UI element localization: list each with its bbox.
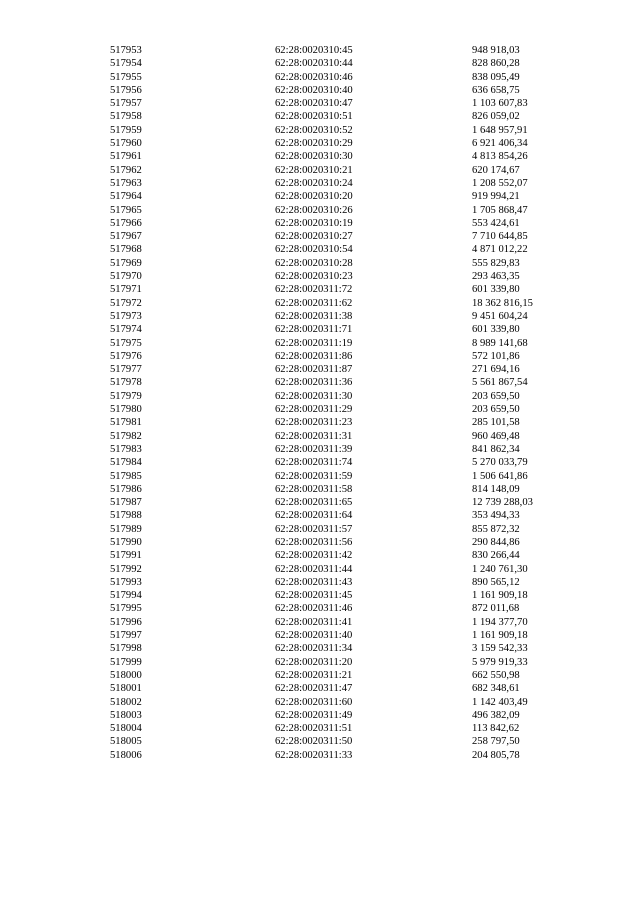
cadastral-number: 62:28:0020311:42 bbox=[275, 550, 353, 562]
record-number: 517974 bbox=[110, 324, 142, 336]
cadastral-number: 62:28:0020311:29 bbox=[275, 404, 353, 416]
cadastral-number: 62:28:0020310:24 bbox=[275, 177, 353, 189]
table-row bbox=[0, 682, 640, 695]
cadastral-value: 271 694,16 bbox=[472, 364, 520, 376]
record-number: 517995 bbox=[110, 603, 142, 615]
cadastral-value: 682 348,61 bbox=[472, 683, 520, 695]
record-number: 517959 bbox=[110, 124, 142, 136]
record-number: 517970 bbox=[110, 271, 142, 283]
cadastral-value: 1 161 909,18 bbox=[472, 630, 528, 642]
cadastral-value: 204 805,78 bbox=[472, 749, 520, 761]
record-number: 517961 bbox=[110, 151, 142, 163]
table-row bbox=[0, 57, 640, 70]
cadastral-value: 553 424,61 bbox=[472, 217, 520, 229]
record-number: 517956 bbox=[110, 84, 142, 96]
cadastral-value: 293 463,35 bbox=[472, 271, 520, 283]
cadastral-number: 62:28:0020311:56 bbox=[275, 536, 353, 548]
record-number: 517983 bbox=[110, 443, 142, 455]
cadastral-number: 62:28:0020310:20 bbox=[275, 191, 353, 203]
cadastral-value: 1 705 868,47 bbox=[472, 204, 528, 216]
cadastral-number: 62:28:0020311:20 bbox=[275, 656, 353, 668]
record-number: 517987 bbox=[110, 497, 142, 509]
record-number: 517985 bbox=[110, 470, 142, 482]
record-number: 517954 bbox=[110, 58, 142, 70]
cadastral-number: 62:28:0020310:28 bbox=[275, 257, 353, 269]
table-row bbox=[0, 456, 640, 469]
table-row bbox=[0, 297, 640, 310]
record-number: 517957 bbox=[110, 98, 142, 110]
record-number: 517976 bbox=[110, 350, 142, 362]
cadastral-number: 62:28:0020311:57 bbox=[275, 523, 353, 535]
table-row bbox=[0, 430, 640, 443]
cadastral-number: 62:28:0020311:46 bbox=[275, 603, 353, 615]
data-table bbox=[0, 44, 640, 762]
cadastral-number: 62:28:0020311:47 bbox=[275, 683, 353, 695]
table-row bbox=[0, 124, 640, 137]
table-row bbox=[0, 71, 640, 84]
cadastral-number: 62:28:0020310:27 bbox=[275, 231, 353, 243]
cadastral-value: 9 451 604,24 bbox=[472, 310, 528, 322]
table-row bbox=[0, 403, 640, 416]
table-row bbox=[0, 363, 640, 376]
cadastral-number: 62:28:0020311:30 bbox=[275, 390, 353, 402]
table-row bbox=[0, 509, 640, 522]
cadastral-number: 62:28:0020311:31 bbox=[275, 430, 353, 442]
cadastral-value: 838 095,49 bbox=[472, 71, 520, 83]
cadastral-number: 62:28:0020310:29 bbox=[275, 138, 353, 150]
cadastral-value: 662 550,98 bbox=[472, 669, 520, 681]
cadastral-number: 62:28:0020310:23 bbox=[275, 271, 353, 283]
cadastral-value: 960 469,48 bbox=[472, 430, 520, 442]
table-row bbox=[0, 310, 640, 323]
cadastral-value: 620 174,67 bbox=[472, 164, 520, 176]
cadastral-value: 203 659,50 bbox=[472, 390, 520, 402]
table-row bbox=[0, 616, 640, 629]
cadastral-number: 62:28:0020310:40 bbox=[275, 84, 353, 96]
record-number: 517960 bbox=[110, 138, 142, 150]
cadastral-number: 62:28:0020311:58 bbox=[275, 483, 353, 495]
table-row bbox=[0, 749, 640, 762]
table-row bbox=[0, 549, 640, 562]
record-number: 517971 bbox=[110, 284, 142, 296]
record-number: 517999 bbox=[110, 656, 142, 668]
cadastral-value: 826 059,02 bbox=[472, 111, 520, 123]
cadastral-number: 62:28:0020311:49 bbox=[275, 709, 353, 721]
record-number: 517984 bbox=[110, 457, 142, 469]
cadastral-number: 62:28:0020311:71 bbox=[275, 324, 353, 336]
cadastral-value: 6 921 406,34 bbox=[472, 138, 528, 150]
cadastral-value: 841 862,34 bbox=[472, 443, 520, 455]
cadastral-value: 572 101,86 bbox=[472, 350, 520, 362]
cadastral-value: 890 565,12 bbox=[472, 576, 520, 588]
cadastral-number: 62:28:0020310:21 bbox=[275, 164, 353, 176]
cadastral-number: 62:28:0020311:64 bbox=[275, 510, 353, 522]
record-number: 518000 bbox=[110, 669, 142, 681]
record-number: 517964 bbox=[110, 191, 142, 203]
record-number: 517988 bbox=[110, 510, 142, 522]
record-number: 518003 bbox=[110, 709, 142, 721]
table-row bbox=[0, 656, 640, 669]
cadastral-value: 1 103 607,83 bbox=[472, 98, 528, 110]
cadastral-number: 62:28:0020311:51 bbox=[275, 723, 353, 735]
record-number: 517993 bbox=[110, 576, 142, 588]
record-number: 517966 bbox=[110, 217, 142, 229]
record-number: 517986 bbox=[110, 483, 142, 495]
cadastral-number: 62:28:0020311:60 bbox=[275, 696, 353, 708]
cadastral-number: 62:28:0020311:50 bbox=[275, 736, 353, 748]
cadastral-value: 258 797,50 bbox=[472, 736, 520, 748]
cadastral-number: 62:28:0020311:72 bbox=[275, 284, 353, 296]
record-number: 517989 bbox=[110, 523, 142, 535]
cadastral-value: 1 240 761,30 bbox=[472, 563, 528, 575]
cadastral-value: 5 979 919,33 bbox=[472, 656, 528, 668]
table-row bbox=[0, 230, 640, 243]
cadastral-value: 8 989 141,68 bbox=[472, 337, 528, 349]
cadastral-number: 62:28:0020311:74 bbox=[275, 457, 353, 469]
table-row bbox=[0, 390, 640, 403]
table-row bbox=[0, 589, 640, 602]
record-number: 517955 bbox=[110, 71, 142, 83]
table-row bbox=[0, 483, 640, 496]
cadastral-value: 12 739 288,03 bbox=[472, 497, 533, 509]
table-row bbox=[0, 137, 640, 150]
cadastral-value: 1 194 377,70 bbox=[472, 616, 528, 628]
cadastral-value: 828 860,28 bbox=[472, 58, 520, 70]
record-number: 517962 bbox=[110, 164, 142, 176]
table-row bbox=[0, 257, 640, 270]
table-row bbox=[0, 536, 640, 549]
record-number: 517981 bbox=[110, 417, 142, 429]
cadastral-value: 919 994,21 bbox=[472, 191, 520, 203]
record-number: 518001 bbox=[110, 683, 142, 695]
cadastral-number: 62:28:0020310:51 bbox=[275, 111, 353, 123]
table-row bbox=[0, 44, 640, 57]
cadastral-value: 5 561 867,54 bbox=[472, 377, 528, 389]
cadastral-number: 62:28:0020310:52 bbox=[275, 124, 353, 136]
record-number: 518004 bbox=[110, 723, 142, 735]
cadastral-value: 496 382,09 bbox=[472, 709, 520, 721]
cadastral-number: 62:28:0020310:46 bbox=[275, 71, 353, 83]
cadastral-number: 62:28:0020311:62 bbox=[275, 297, 353, 309]
record-number: 517979 bbox=[110, 390, 142, 402]
cadastral-value: 855 872,32 bbox=[472, 523, 520, 535]
cadastral-number: 62:28:0020311:65 bbox=[275, 497, 353, 509]
cadastral-value: 601 339,80 bbox=[472, 284, 520, 296]
record-number: 517977 bbox=[110, 364, 142, 376]
record-number: 517963 bbox=[110, 177, 142, 189]
cadastral-value: 4 813 854,26 bbox=[472, 151, 528, 163]
cadastral-number: 62:28:0020311:45 bbox=[275, 590, 353, 602]
record-number: 518005 bbox=[110, 736, 142, 748]
cadastral-value: 4 871 012,22 bbox=[472, 244, 528, 256]
cadastral-number: 62:28:0020310:26 bbox=[275, 204, 353, 216]
cadastral-number: 62:28:0020311:44 bbox=[275, 563, 353, 575]
cadastral-number: 62:28:0020311:38 bbox=[275, 310, 353, 322]
record-number: 517990 bbox=[110, 536, 142, 548]
cadastral-value: 203 659,50 bbox=[472, 404, 520, 416]
cadastral-value: 1 506 641,86 bbox=[472, 470, 528, 482]
record-number: 517975 bbox=[110, 337, 142, 349]
cadastral-value: 555 829,83 bbox=[472, 257, 520, 269]
record-number: 518006 bbox=[110, 749, 142, 761]
cadastral-value: 5 270 033,79 bbox=[472, 457, 528, 469]
record-number: 517969 bbox=[110, 257, 142, 269]
table-row bbox=[0, 722, 640, 735]
record-number: 517965 bbox=[110, 204, 142, 216]
table-row bbox=[0, 177, 640, 190]
cadastral-value: 290 844,86 bbox=[472, 536, 520, 548]
cadastral-number: 62:28:0020310:45 bbox=[275, 45, 353, 56]
table-row bbox=[0, 376, 640, 389]
table-row bbox=[0, 270, 640, 283]
cadastral-value: 1 208 552,07 bbox=[472, 177, 528, 189]
record-number: 517982 bbox=[110, 430, 142, 442]
cadastral-number: 62:28:0020310:54 bbox=[275, 244, 353, 256]
table-row bbox=[0, 97, 640, 110]
table-row bbox=[0, 243, 640, 256]
cadastral-number: 62:28:0020310:19 bbox=[275, 217, 353, 229]
cadastral-value: 285 101,58 bbox=[472, 417, 520, 429]
table-row bbox=[0, 470, 640, 483]
cadastral-number: 62:28:0020311:21 bbox=[275, 669, 353, 681]
cadastral-value: 636 658,75 bbox=[472, 84, 520, 96]
record-number: 517958 bbox=[110, 111, 142, 123]
table-row bbox=[0, 629, 640, 642]
cadastral-number: 62:28:0020310:30 bbox=[275, 151, 353, 163]
cadastral-value: 948 918,03 bbox=[472, 45, 520, 56]
cadastral-number: 62:28:0020311:43 bbox=[275, 576, 353, 588]
record-number: 517998 bbox=[110, 643, 142, 655]
record-number: 517992 bbox=[110, 563, 142, 575]
table-row bbox=[0, 576, 640, 589]
cadastral-value: 1 161 909,18 bbox=[472, 590, 528, 602]
record-number: 517980 bbox=[110, 404, 142, 416]
table-row bbox=[0, 110, 640, 123]
table-row bbox=[0, 563, 640, 576]
record-number: 517967 bbox=[110, 231, 142, 243]
record-number: 517968 bbox=[110, 244, 142, 256]
table-row bbox=[0, 350, 640, 363]
table-row bbox=[0, 602, 640, 615]
record-number: 518002 bbox=[110, 696, 142, 708]
cadastral-number: 62:28:0020310:44 bbox=[275, 58, 353, 70]
record-number: 517991 bbox=[110, 550, 142, 562]
record-number: 517994 bbox=[110, 590, 142, 602]
table-row bbox=[0, 204, 640, 217]
table-row bbox=[0, 496, 640, 509]
table-row bbox=[0, 443, 640, 456]
cadastral-number: 62:28:0020311:86 bbox=[275, 350, 353, 362]
cadastral-value: 872 011,68 bbox=[472, 603, 520, 615]
table-row bbox=[0, 523, 640, 536]
record-number: 517973 bbox=[110, 310, 142, 322]
table-row bbox=[0, 669, 640, 682]
table-row bbox=[0, 709, 640, 722]
table-row bbox=[0, 164, 640, 177]
record-number: 517953 bbox=[110, 45, 142, 56]
table-row bbox=[0, 283, 640, 296]
table-row bbox=[0, 323, 640, 336]
cadastral-value: 18 362 816,15 bbox=[472, 297, 533, 309]
cadastral-value: 113 842,62 bbox=[472, 723, 520, 735]
cadastral-value: 7 710 644,85 bbox=[472, 231, 528, 243]
cadastral-number: 62:28:0020311:23 bbox=[275, 417, 353, 429]
record-number: 517972 bbox=[110, 297, 142, 309]
cadastral-number: 62:28:0020311:59 bbox=[275, 470, 353, 482]
cadastral-number: 62:28:0020310:47 bbox=[275, 98, 353, 110]
table-row bbox=[0, 190, 640, 203]
cadastral-value: 601 339,80 bbox=[472, 324, 520, 336]
cadastral-number: 62:28:0020311:34 bbox=[275, 643, 353, 655]
table-row bbox=[0, 337, 640, 350]
table-row bbox=[0, 84, 640, 97]
cadastral-value: 814 148,09 bbox=[472, 483, 520, 495]
cadastral-value: 1 648 957,91 bbox=[472, 124, 528, 136]
cadastral-number: 62:28:0020311:41 bbox=[275, 616, 353, 628]
cadastral-number: 62:28:0020311:40 bbox=[275, 630, 353, 642]
table-row bbox=[0, 416, 640, 429]
cadastral-value: 1 142 403,49 bbox=[472, 696, 528, 708]
table-row bbox=[0, 217, 640, 230]
record-number: 517978 bbox=[110, 377, 142, 389]
cadastral-value: 353 494,33 bbox=[472, 510, 520, 522]
table-row bbox=[0, 150, 640, 163]
cadastral-number: 62:28:0020311:36 bbox=[275, 377, 353, 389]
cadastral-value: 3 159 542,33 bbox=[472, 643, 528, 655]
cadastral-number: 62:28:0020311:39 bbox=[275, 443, 353, 455]
record-number: 517996 bbox=[110, 616, 142, 628]
cadastral-number: 62:28:0020311:87 bbox=[275, 364, 353, 376]
table-row bbox=[0, 735, 640, 748]
record-number: 517997 bbox=[110, 630, 142, 642]
cadastral-number: 62:28:0020311:33 bbox=[275, 749, 353, 761]
cadastral-value: 830 266,44 bbox=[472, 550, 520, 562]
cadastral-number: 62:28:0020311:19 bbox=[275, 337, 353, 349]
table-row bbox=[0, 696, 640, 709]
table-row bbox=[0, 642, 640, 655]
